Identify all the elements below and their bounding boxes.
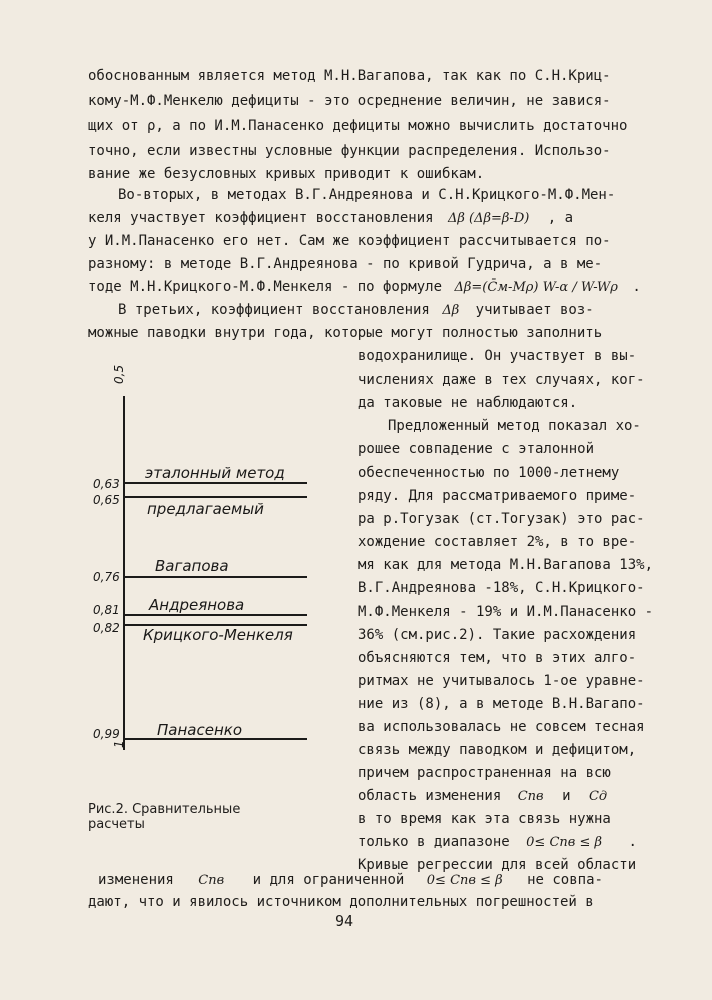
text-span: тоде М.Н.Крицкого-М.Ф.Менкеля - по формуле [88, 279, 443, 295]
caption-line: Рис.2. Сравнительные [88, 802, 241, 817]
text-line: дают, что и явилось источником дополнительных погрешностей в [88, 894, 594, 910]
text-line [118, 302, 594, 319]
method-label: Панасенко [157, 721, 242, 739]
level-value: 0,81 [93, 603, 120, 617]
formula: 0≤ Cпв ≤ β [526, 835, 603, 850]
method-label: эталонный метод [145, 464, 285, 482]
text-line: ние из (8), а в методе В.Н.Вагапо- [358, 696, 645, 712]
text-line [98, 872, 603, 889]
formula: Cд [588, 789, 608, 804]
text-span: не совпа- [527, 872, 603, 888]
text-span: и для ограниченной [252, 872, 405, 888]
text-line: 36% (см.рис.2). Такие расхождения [358, 627, 637, 643]
method-label: Андреянова [149, 596, 245, 614]
method-label: предлагаемый [147, 500, 264, 518]
figure-axis [123, 396, 125, 750]
level-line [123, 482, 307, 484]
axis-bottom-label: 1 [112, 740, 126, 748]
text-line: в то время как эта связь нужна [358, 811, 611, 827]
text-line: обеспеченностью по 1000-летнему [358, 465, 620, 481]
text-line: рошее совпадение с эталонной [358, 441, 595, 457]
text-line: кому-М.Ф.Менкелю дефициты - это осреднение величин, не завися- [88, 93, 611, 109]
text-span: учитывает воз- [475, 302, 594, 318]
page-number: 94 [335, 912, 354, 930]
formula: 0≤ Cпв ≤ β [426, 873, 503, 888]
text-line: ра р.Тогузак (ст.Тогузак) это рас- [358, 511, 645, 527]
level-value: 0,99 [93, 727, 120, 741]
text-line: обоснованным является метод М.Н.Вагапова, так как по С.Н.Криц- [88, 68, 611, 84]
text-line: причем распространенная на всю [358, 765, 611, 781]
text-line: Кривые регрессии для всей области [358, 857, 637, 873]
text-span: , а [547, 210, 574, 226]
text-line: Во-вторых, в методах В.Г.Андреянова и С.Н.Крицкого-М.Ф.Мен- [118, 187, 616, 203]
text-line: Предложенный метод показал хо- [388, 418, 641, 434]
text-line: ряду. Для рассматриваемого приме- [358, 488, 637, 504]
text-line: хождение составляет 2%, в то вре- [358, 534, 637, 550]
level-value: 0,82 [93, 621, 120, 635]
level-value: 0,65 [93, 493, 120, 507]
text-line: мя как для метода М.Н.Вагапова 13%, [358, 557, 654, 573]
text-line: ритмах не учитывалось 1-ое уравне- [358, 673, 645, 689]
text-line: объясняются тем, что в этих алго- [358, 650, 637, 666]
text-line: водохранилище. Он участвует в вы- [358, 348, 637, 364]
text-line: ва использовалась не совсем тесная [358, 719, 645, 735]
text-line: связь между паводком и дефицитом, [358, 742, 637, 758]
formula: Δβ=(C̄м-Mρ) W-α / W-Wρ [454, 280, 618, 295]
text-span: . [632, 279, 641, 295]
text-line [358, 834, 637, 851]
formula: Cпв [517, 789, 544, 804]
text-span: В третьих, коэффициент восстановления [118, 302, 430, 318]
level-value: 0,63 [93, 477, 120, 491]
text-line [88, 279, 641, 296]
text-line: В.Г.Андреянова -18%, С.Н.Крицкого- [358, 580, 645, 596]
formula: Cпв [198, 873, 225, 888]
text-span: только в диапазоне [358, 834, 510, 850]
text-line: разному: в методе В.Г.Андреянова - по кривой Гудрича, а в ме- [88, 256, 603, 272]
level-line [123, 614, 307, 616]
method-label: Вагапова [155, 557, 229, 575]
text-span: . [628, 834, 637, 850]
text-line: можные паводки внутри года, которые могут полностью заполнить [88, 325, 603, 341]
text-line: щих от ρ, а по И.М.Панасенко дефициты можно вычислить достаточно [88, 118, 628, 134]
method-label: Крицкого-Менкеля [143, 626, 293, 644]
formula: Δβ [442, 303, 460, 318]
formula: Δβ (Δβ=β-D) [448, 211, 530, 226]
text-line: точно, если известны условные функции распределения. Использо- [88, 143, 611, 159]
text-span: и [562, 788, 571, 804]
level-line [123, 576, 307, 578]
axis-top-label: 0,5 [112, 364, 126, 384]
text-line: вание же безусловных кривых приводит к ошибкам. [88, 166, 485, 182]
text-line: числениях даже в тех случаях, ког- [358, 372, 645, 388]
level-value: 0,76 [93, 570, 120, 584]
caption-line: расчеты [88, 817, 145, 832]
text-line [88, 210, 573, 227]
text-line: М.Ф.Менкеля - 19% и И.М.Панасенко - [358, 604, 654, 620]
text-span: изменения [98, 872, 174, 888]
text-line: да таковые не наблюдаются. [358, 395, 578, 411]
level-line [123, 496, 307, 498]
text-line [358, 788, 607, 805]
figure-caption [88, 802, 240, 832]
text-line: у И.М.Панасенко его нет. Сам же коэффициент рассчитывается по- [88, 233, 611, 249]
text-span: область изменения [358, 788, 502, 804]
text-span: келя участвует коэффициент восстановления [88, 210, 434, 226]
